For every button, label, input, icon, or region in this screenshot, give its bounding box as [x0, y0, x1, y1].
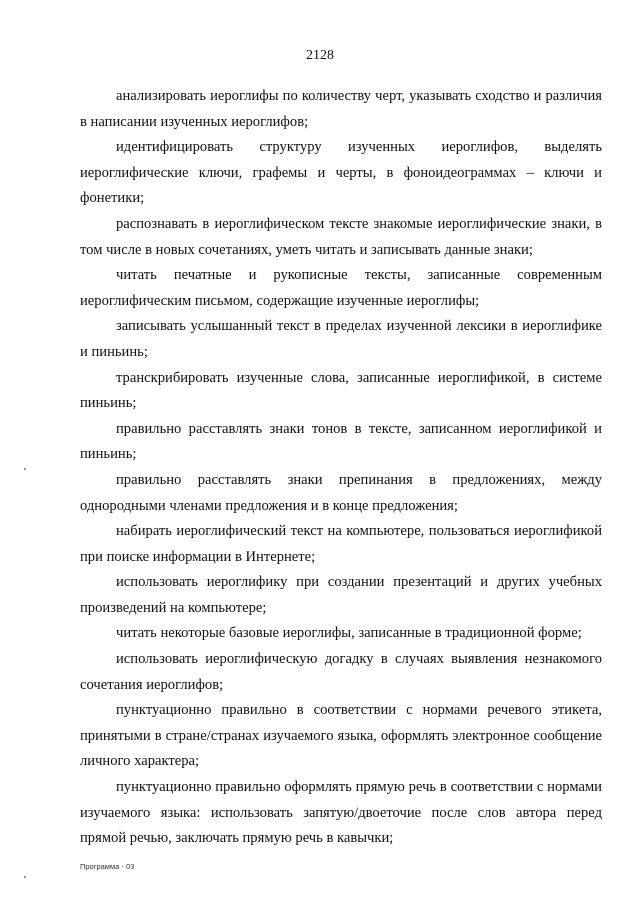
- paragraph: записывать услышанный текст в пределах изученной лексики в иероглифике и пиньинь;: [80, 318, 602, 360]
- paragraph: анализировать иероглифы по количеству черт, указывать сходство и различия в написании изученных иероглифов;: [80, 88, 602, 130]
- paragraph: идентифицировать структуру изученных иероглифов, выделять иероглифические ключи, графемы и черты, в фоноидеограммах – ключи и фонетики;: [80, 139, 602, 207]
- scan-mark: [24, 876, 26, 878]
- scan-mark: [24, 468, 26, 470]
- paragraph: правильно расставлять знаки препинания в предложениях, между однородными членами предложения и в конце предложения;: [80, 471, 602, 514]
- paragraph: набирать иероглифический текст на компьютере, пользоваться иероглификой при поиске информации в Интернете;: [80, 523, 602, 565]
- footer-label: Программа - 03: [80, 862, 135, 871]
- body-text: [80, 84, 602, 852]
- paragraph: пунктуационно правильно в соответствии с нормами речевого этикета, принятыми в стране/странах изучаемого языка, оформлять электронное сообщение личного характера;: [80, 702, 602, 770]
- paragraph: транскрибировать изученные слова, записанные иероглификой, в системе пиньинь;: [80, 369, 602, 412]
- paragraph: правильно расставлять знаки тонов в тексте, записанном иероглификой и пиньинь;: [80, 420, 602, 463]
- paragraph: использовать иероглифическую догадку в случаях выявления незнакомого сочетания иероглифов;: [80, 651, 602, 693]
- paragraph: использовать иероглифику при создании презентаций и других учебных произведений на компьютере;: [80, 574, 602, 616]
- paragraph: читать печатные и рукописные тексты, записанные современным иероглифическим письмом, содержащие изученные иероглифы;: [80, 267, 602, 309]
- paragraph: пунктуационно правильно оформлять прямую речь в соответствии с нормами изучаемого языка: использовать запятую/двоеточие после слов автора перед прямой речью, заключать прямую речь в кавычки;: [80, 779, 602, 847]
- page-number: 2128: [306, 48, 334, 63]
- paragraph: распознавать в иероглифическом тексте знакомые иероглифические знаки, в том числе в новых сочетаниях, уметь читать и записывать данные знаки;: [80, 215, 602, 258]
- paragraph: читать некоторые базовые иероглифы, записанные в традиционной форме;: [116, 625, 582, 642]
